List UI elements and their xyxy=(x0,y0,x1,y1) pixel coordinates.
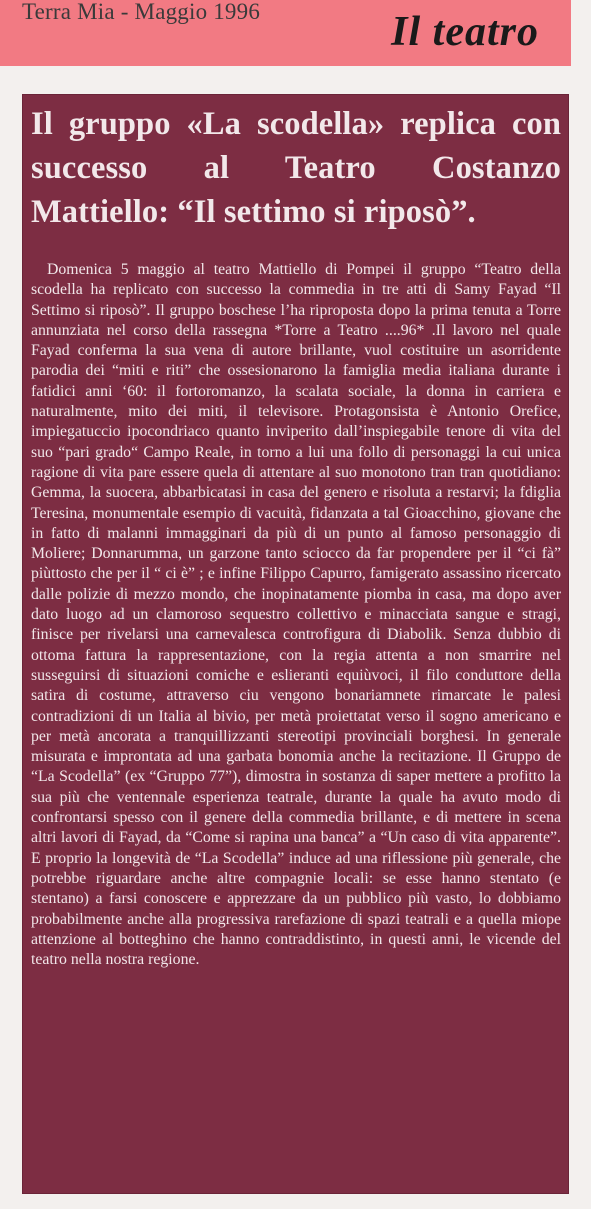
section-title: Il teatro xyxy=(391,9,539,55)
section-header-band xyxy=(0,0,571,66)
publication-issue: Terra Mia - Maggio 1996 xyxy=(22,0,261,24)
article-headline: Il gruppo «La scodella» replica con successo al Teatro Costanzo Mattiello: “Il settimo si riposò”. xyxy=(31,106,561,230)
article-panel xyxy=(22,94,569,1194)
article-body: Domenica 5 maggio al teatro Mattiello di Pompei il gruppo “Teatro della scodella ha replicato con successo la commedia in tre atti di Samy Fayad “Il Settimo si riposò”. Il gruppo boschese l’ha riproposta dopo la prima tenuta a Torre annunziata nel corso della rassegna *Torre a Teatro ....96* .Il lavoro nel quale Fayad conferma la sua vena di autore brillante, vuol costituire un asorridente parodia dei “miti e riti” che ossesionarono la famiglia media italiana durante i fatidici anni ‘60: il fortoromanzo, la scalata sociale, la donna in carriera e naturalmente, mito dei miti, il televisore. Protagonsista è Antonio Orefice, impiegatuccio ipocondriaco quanto inviperito dall’inspiegabile tenore di vita del suo “pari grado“ Campo Reale, in torno a lui una follo di personaggi la cui unica ragione di vita pare essere quela di attentare al suo monotono tran tran quotidiano: Gemma, la suocera, abbarbicatasi in casa del genero e risoluta a restarvi; la fdiglia Teresina, monumentale esempio di vacuità, fidanzata a tal Gioacchino, giovane che in fatto di malanni immagginari da più di un punto al famoso personaggio di Moliere; Donnarumma, un garzone tanto sciocco da far propendere per il “ci fà” piùttosto che per il “ ci è” ; e infine Filippo Capurro, famigerato assassino ricercato dalle polizie di mezzo mondo, che inopinatamente piomba in casa, ma dopo aver dato luogo ad un clamoroso sequestro collettivo e minacciata sangue e stragi, finisce per rivelarsi una carnevalesca controfigura di Diabolik. Senza dubbio di ottoma fattura la rappresentazione, con la regia attenta a non smarrire nel susseguirsi di situazioni comiche e eslieranti equiùvoci, il filo conduttore della satira di costume, attraverso ciu vengono bonariamnete rimarcate le palesi contradizioni di un Italia al bivio, per metà proiettatat verso il sogno americano e per metà ancorata a tranquillizzanti stereotipi provinciali borghesi. In generale misurata e improntata ad una garbata bonomia anche la recitazione. Il Gruppo de “La Scodella” (ex “Gruppo 77”), dimostra in sostanza di saper mettere a profitto la sua più che ventennale esperienza teatrale, durante la quale ha avuto modo di confrontarsi spesso con il genere della commedia brillante, e di mettere in scena altri lavori di Fayad, da “Come si rapina una banca” a “Un caso di vita apparente”. E proprio la longevità de “La Scodella” induce ad una riflessione più generale, che potrebbe riguardare anche altre compagnie locali: se esse hanno stentato (e stentano) a farsi conoscere e apprezzare da un pubblico più vasto, lo dobbiamo probabilmente anche alla progressiva rarefazione di spazi teatrali e a quella miope attenzione al botteghino che hanno contraddistinto, in questi anni, le vicende del teatro nella nostra regione. xyxy=(31,261,561,969)
